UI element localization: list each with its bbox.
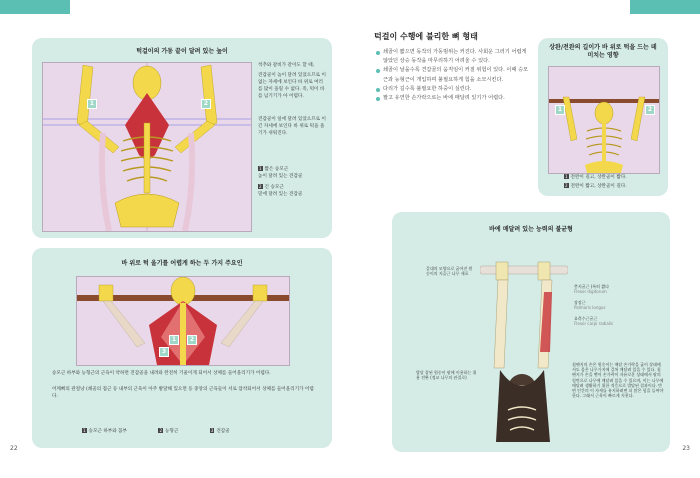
marker-3: 3: [159, 347, 169, 357]
skeleton-front-illustration: [548, 66, 660, 174]
skeleton-back-illustration: [42, 62, 252, 232]
legend-item-1: [564, 174, 664, 182]
bullet-item: 쇄골이 날을수록 견갑골의 움직임이 커질 위험이 있다. 이때 승모근과 능형근이 개입하며 불필요하게 힘을 소모시킨다.: [376, 66, 532, 84]
legend-badge: 3: [210, 428, 214, 433]
panel-bullet-2: 어깨뼈의 관절낭 (쇄골의 접근 등 내부의 근육이 아주 발달해 있으면 등 중앙의 근육들이 서로 압착되어서 상체를 들어올리기가 어렵다.: [52, 387, 314, 399]
anno-sub: Palmaris longus: [574, 305, 606, 311]
annotation-flexor-digitorum: [574, 284, 644, 294]
legend-badge: 1: [259, 166, 262, 171]
marker-2: 2: [201, 99, 211, 109]
page-number-right: 23: [682, 445, 690, 452]
bullet-item: 다리가 길수록 불필요한 하중이 실린다.: [376, 85, 532, 94]
panel-title: 바에 매달려 있는 능력의 불균형: [489, 226, 573, 233]
annotation-finger-tendons: 같대의 모양으로 굽어진 원숭이의 지골근 나무 세포: [426, 266, 473, 277]
annotation-palmaris-longus: [574, 300, 644, 310]
panel-hanging-ability: [392, 212, 670, 452]
anno-label: 충지굴근 (특히 짧다: [574, 284, 610, 289]
panel-scapula-height: [32, 38, 332, 238]
left-corner-tab: [0, 0, 70, 14]
bullet-item: 쇄골이 짧으면 동작의 가동범위는 커진다. 사회운 그러기 어렵게 않았던 상승 동작을 마무리하기 어려울 수 있다.: [376, 48, 532, 66]
bullet-item: 팔고 유연한 손가락으로는 바에 매달려 있기가 어렵다.: [376, 94, 532, 103]
right-corner-tab: [630, 0, 700, 14]
legend-badge: 2: [259, 184, 262, 189]
panel-title: 턱걸이의 가동 끝이 달려 있는 높이: [136, 48, 228, 55]
legend-item-2: [258, 184, 326, 198]
legend-label: 승모근 하부와 꼼부: [88, 429, 127, 434]
anno-sub: Flexor carpi radialis: [574, 321, 614, 327]
anno-label: 요측수근굴근: [574, 316, 598, 321]
legend-badge: 2: [159, 428, 162, 433]
section-heading: 턱걸이 수행에 불리한 뼈 형태: [374, 32, 478, 41]
chimp-illustration: [480, 242, 568, 448]
legend-sub: 높이 달려 있는 견갑골: [258, 173, 303, 179]
legend-label: 전완이 짧고, 상완골이 길다.: [570, 184, 627, 189]
anno-label: 장장근: [574, 300, 586, 305]
panel-bullet-1: 견갑골이 높이 달려 있었으므로 이 없는 자세에 보인다 바 위로 여러를 많이 올릴 수 없다. 즉, 턱이 바를 넘기기가 아 어렵다.: [258, 73, 326, 99]
pullup-back-illustration: [76, 276, 290, 366]
panel-intro-text: 척추와 갈비가 같이도 할 때,: [258, 63, 315, 68]
marker-1: 1: [87, 99, 97, 109]
legend-badge: 2: [565, 183, 568, 188]
panel-two-factors: [32, 248, 332, 448]
marker-1: 1: [169, 335, 179, 345]
annotation-forearm: 발달 잘된 원숭이 팔에 이용하는 위용 전완 (정교 나무의 관절로): [416, 370, 477, 381]
legend-label: 능형근: [164, 429, 179, 434]
marker-2: 2: [645, 105, 655, 115]
page-number-left: 22: [10, 445, 18, 452]
legend-badge: 1: [83, 428, 86, 433]
panel-title: 상완/전완의 길이가 바 위로 턱을 드는 데 미치는 영향: [549, 44, 657, 59]
marker-2: 2: [187, 335, 197, 345]
marker-1: 1: [555, 105, 565, 115]
legend-item-2: [564, 183, 664, 191]
panel-arm-length: [538, 38, 668, 196]
panel-bullet-2: 견갑골이 일에 달려 있었으므로 이 긴 자세에 보인다 바 위로 턱을 올기가 쉬워진다.: [258, 117, 326, 136]
legend-row: [82, 428, 282, 436]
heading-bullets: [376, 48, 532, 103]
legend-sub: 밑에 달려 있는 견갑골: [258, 191, 303, 197]
annotation-flexor-carpi: [574, 316, 644, 326]
legend-label: 짧은 승모근: [264, 167, 289, 172]
legend-badge: 1: [565, 174, 568, 179]
legend-label: 견갑골: [216, 429, 230, 434]
annotation-chimp-explanation: 침팬지의 손은 원숭이는 매달 손가락을 굽이 상태에서도 몸은 나무가지에 걸쳐 매달려 있을 수 있다. 침팬지가 손을 뻗어 손가락이 자유로운 상태에서 팔의 힘만으로 나무에 매달려 있을 수 있으며, 이는 나무에 매달려 생활하기 위한 적응으로 발달된 결과이다. 반면 인간의 이 자세를 유지하려면 더 많은 힘을 들여야 한다. 그래서 근육이 빠르게 지친다.: [572, 362, 664, 399]
panel-bullet-1: 승모근 하부와 능형근의 근육이 약하면 견갑골을 내려와 완전히 기울이게 되어서 상체를 들어올리기가 어렵다.: [52, 371, 271, 376]
legend-label: 전완이 길고, 상완골이 짧다.: [570, 175, 627, 180]
legend-label: 긴 승모근: [264, 185, 284, 190]
legend-item-1: [258, 166, 326, 180]
anno-sub: Flexor digitorum: [574, 289, 607, 295]
panel-title: 바 위로 턱 올기를 어렵게 하는 두 가지 주요인: [121, 260, 243, 267]
